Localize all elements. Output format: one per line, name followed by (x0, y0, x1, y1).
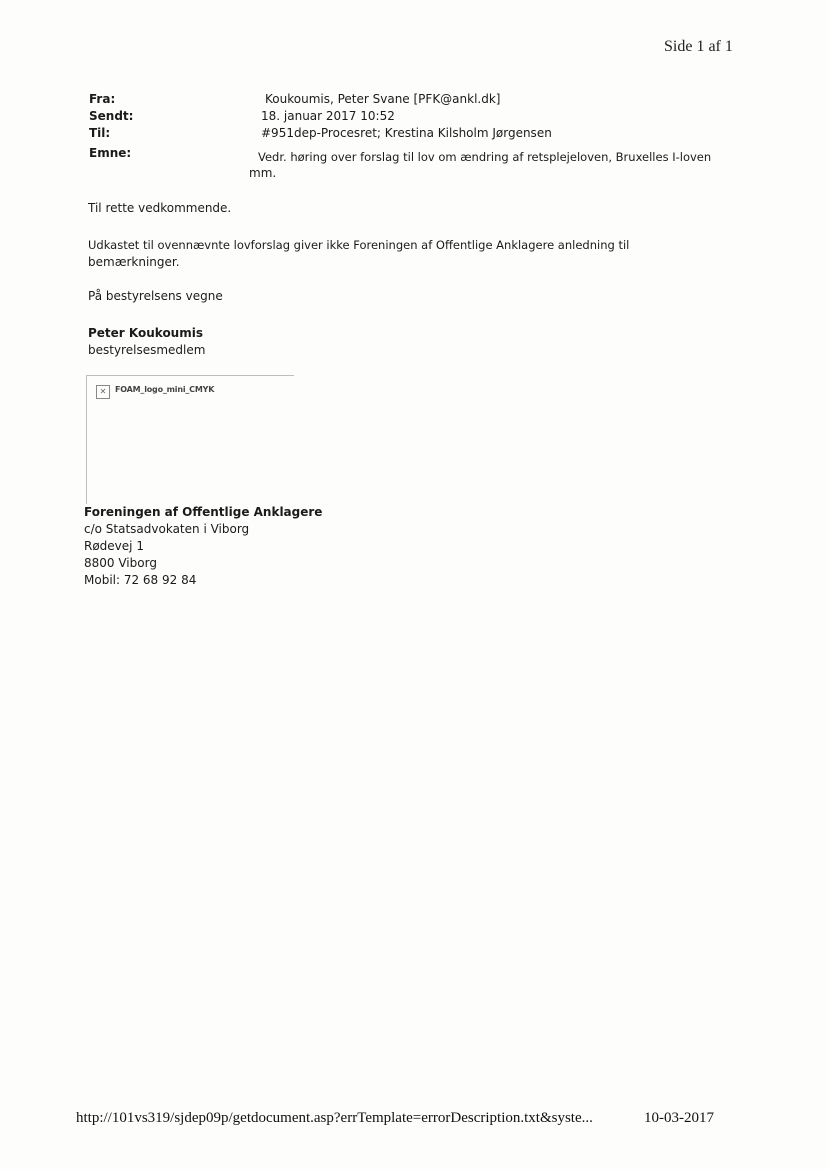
image-alt-text: FOAM_logo_mini_CMYK (115, 385, 215, 394)
signature-co: c/o Statsadvokaten i Viborg (84, 522, 250, 536)
subject-value-line1: Vedr. høring over forslag til lov om ændring af retsplejeloven, Bruxelles I-loven (258, 150, 712, 164)
paragraph-line2: bemærkninger. (88, 255, 180, 269)
from-label: Fra: (89, 92, 116, 106)
broken-image-icon: ✕ (96, 385, 110, 399)
page-number: Side 1 af 1 (664, 38, 733, 55)
sent-label: Sendt: (89, 109, 134, 123)
to-label: Til: (89, 126, 111, 140)
footer-date: 10-03-2017 (644, 1110, 714, 1126)
closing: På bestyrelsens vegne (88, 289, 223, 303)
sender-title: bestyrelsesmedlem (88, 343, 206, 357)
subject-value-line2: mm. (249, 166, 277, 180)
footer-url: http://101vs319/sjdep09p/getdocument.asp?errTemplate=errorDescription.txt&syste... (76, 1110, 593, 1126)
to-value: #951dep-Procesret; Krestina Kilsholm Jørgensen (261, 126, 552, 140)
signature-street: Rødevej 1 (84, 539, 144, 553)
signature-org: Foreningen af Offentlige Anklagere (84, 505, 323, 519)
from-value: Koukoumis, Peter Svane [PFK@ankl.dk] (265, 92, 501, 106)
signature-mobile: Mobil: 72 68 92 84 (84, 573, 197, 587)
signature-city: 8800 Viborg (84, 556, 157, 570)
sent-value: 18. januar 2017 10:52 (261, 109, 395, 123)
greeting: Til rette vedkommende. (88, 201, 232, 215)
subject-label: Emne: (89, 146, 132, 160)
paragraph-line1: Udkastet til ovennævnte lovforslag giver ikke Foreningen af Offentlige Anklagere anledning til (88, 238, 630, 252)
logo-image-placeholder (86, 375, 294, 504)
sender-name: Peter Koukoumis (88, 326, 203, 340)
